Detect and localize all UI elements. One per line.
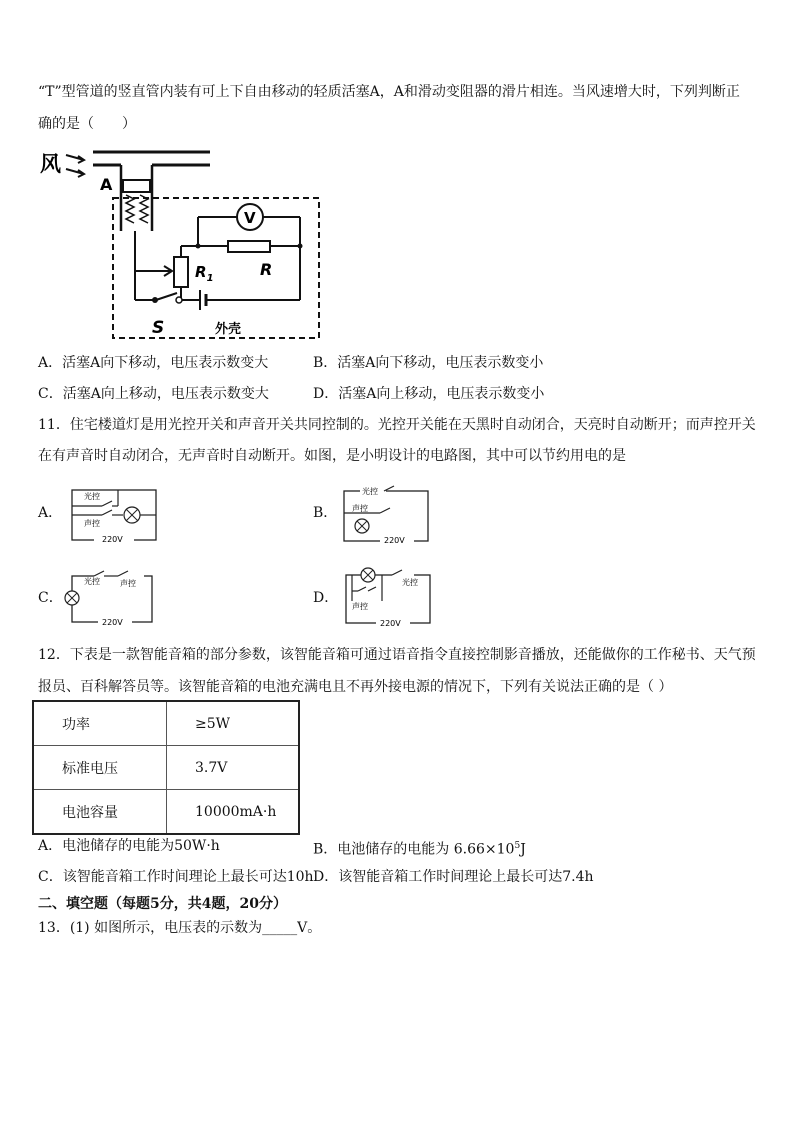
- spring: [140, 195, 148, 223]
- q11-option-c-label: C．: [38, 590, 63, 606]
- r-label: R: [260, 260, 273, 279]
- param-name: 功率: [33, 701, 167, 746]
- table-row: [33, 746, 299, 790]
- q10-option-d: D．活塞A向上移动，电压表示数变小: [313, 386, 545, 402]
- param-value: ≥5W: [167, 701, 300, 746]
- svg-text:光控: 光控: [84, 577, 100, 586]
- q10-option-c: C．活塞A向上移动，电压表示数变大: [38, 386, 269, 402]
- q10-stem-line1: “T”型管道的竖直管内装有可上下自由移动的轻质活塞A，A和滑动变阻器的滑片相连。当风速增大时，下列判断正: [38, 84, 740, 100]
- svg-text:声控: 声控: [120, 579, 136, 588]
- svg-text:光控: 光控: [362, 487, 378, 496]
- svg-text:光控: 光控: [402, 578, 418, 587]
- shell-label: 外壳: [215, 322, 242, 337]
- svg-text:220V: 220V: [102, 618, 123, 627]
- param-value: 10000mA·h: [167, 790, 300, 835]
- q12-option-b: B．电池储存的电能为 $6.66\times 10^5J$: [313, 841, 526, 858]
- voltage-label: 220V: [102, 535, 123, 544]
- speaker-parameter-table: [32, 700, 300, 835]
- q10-circuit-figure: [38, 143, 328, 345]
- param-value: 3.7V: [167, 746, 300, 790]
- switch-label: S: [152, 318, 165, 338]
- wind-arrow-icon: [66, 155, 84, 163]
- q11-stem-line1: 11．住宅楼道灯是用光控开关和声音开关共同控制的。光控开关能在天黑时自动闭合，天亮时自动断开；而声控开关: [38, 417, 756, 433]
- q12-option-c: C．该智能音箱工作时间理论上最长可达10h: [38, 869, 314, 885]
- rheostat-r1: [174, 257, 188, 287]
- q11-circuit-b: [340, 481, 432, 547]
- q12-stem-line2: 报员、百科解答员等。该智能音箱的电池充满电且不再外接电源的情况下，下列有关说法正确的是（ ）: [38, 679, 673, 695]
- wind-arrow-icon: [66, 169, 84, 177]
- q11-option-d-label: D．: [313, 590, 339, 606]
- answer-blank[interactable]: _____: [262, 920, 298, 936]
- q12-option-a: A．电池储存的电能为50W·h: [38, 838, 220, 854]
- wind-label: 风: [40, 152, 61, 176]
- r1-label: $R_1$: [195, 263, 214, 284]
- section-title: 二、填空题（每题5分，共4题，20分）: [38, 896, 287, 912]
- voltmeter-label: V: [244, 209, 256, 227]
- shell-dashed-box: [113, 198, 319, 338]
- q11-circuit-d: [338, 565, 434, 629]
- param-name: 标准电压: [33, 746, 167, 790]
- q13-stem: 13．(1) 如图所示，电压表的示数为_____V。: [38, 920, 322, 936]
- svg-text:220V: 220V: [380, 619, 401, 628]
- q10-option-a: A．活塞A向下移动，电压表示数变大: [38, 355, 269, 371]
- spring: [126, 195, 134, 223]
- light-switch-label: 光控: [84, 492, 100, 501]
- q10-stem-line2: 确的是（ ）: [38, 116, 136, 132]
- svg-text:220V: 220V: [384, 536, 405, 545]
- piston-label: A: [100, 175, 113, 194]
- q12-option-d: D．该智能音箱工作时间理论上最长可达7.4h: [313, 869, 594, 885]
- svg-text:声控: 声控: [352, 602, 368, 611]
- q11-circuit-c: [60, 568, 158, 628]
- q11-stem-line2: 在有声音时自动闭合，无声音时自动断开。如图，是小明设计的电路图，其中可以节约用电的是: [38, 448, 626, 464]
- q12-stem-line1: 12．下表是一款智能音箱的部分参数，该智能音箱可通过语音指令直接控制影音播放，还能做你的工作秘书、天气预: [38, 647, 756, 663]
- piston: [123, 180, 150, 192]
- table-row: [33, 790, 299, 835]
- q11-circuit-a: [68, 484, 160, 544]
- table-row: [33, 701, 299, 746]
- sound-switch-label: 声控: [84, 519, 100, 528]
- q11-option-b-label: B．: [313, 505, 338, 521]
- q10-option-b: B．活塞A向下移动，电压表示数变小: [313, 355, 544, 371]
- q11-option-a-label: A．: [38, 505, 63, 521]
- resistor-r: [228, 241, 270, 252]
- svg-text:声控: 声控: [352, 504, 368, 513]
- switch-s: [156, 293, 177, 300]
- param-name: 电池容量: [33, 790, 167, 835]
